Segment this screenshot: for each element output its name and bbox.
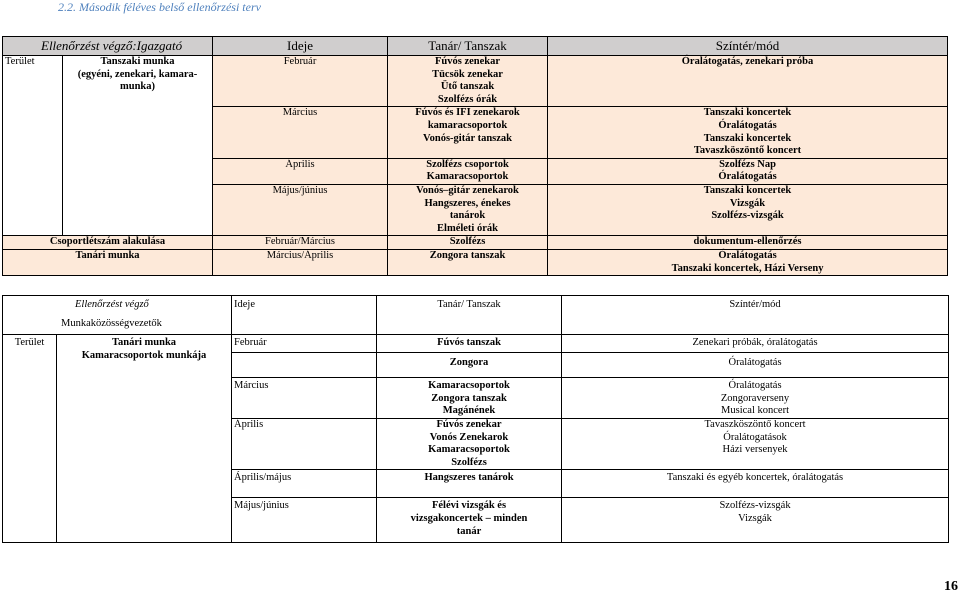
header-inspector: Ellenőrzést végző Munkaközösségvezetők — [3, 296, 232, 335]
subject-cell: Fúvós zenekar Vonós Zenekarok Kamaracsoportok Szolfézs — [377, 419, 562, 470]
subject-cell: Vonós–gitár zenekarok Hangszeres, énekes tanárok Elméleti órák — [388, 184, 548, 235]
time-cell: Április — [213, 158, 388, 184]
page-number: 16 — [944, 579, 958, 594]
time-cell: Március — [213, 107, 388, 158]
subject-cell: Zongora tanszak — [388, 249, 548, 275]
table-row — [3, 236, 948, 250]
place-cell: Tanszaki és egyéb koncertek, óralátogatás — [562, 470, 949, 498]
time-cell: Április — [232, 419, 377, 470]
subject-cell: Kamaracsoportok Zongora tanszak Magánének — [377, 378, 562, 419]
subject-cell: Hangszeres tanárok — [377, 470, 562, 498]
place-cell: Óralátogatás — [562, 353, 949, 378]
area-cell: Tanszaki munka (egyéni, zenekari, kamara- munka) — [63, 56, 213, 236]
subject-cell: Fúvós és IFI zenekarok kamaracsoportok Vonós-gitár tanszak — [388, 107, 548, 158]
time-cell: Február — [213, 56, 388, 107]
header-place: Színtér/mód — [548, 37, 948, 56]
place-cell: Zenekari próbák, óralátogatás — [562, 335, 949, 353]
terulet-label: Terület — [3, 56, 63, 236]
terulet-label: Terület — [3, 335, 57, 543]
subject-cell: Fúvós tanszak — [377, 335, 562, 353]
header-teacher: Tanár/ Tanszak — [388, 37, 548, 56]
place-cell: Tavaszköszöntő koncert Óralátogatások Házi versenyek — [562, 419, 949, 470]
header-time: Ideje — [213, 37, 388, 56]
time-cell: Március — [232, 378, 377, 419]
section-heading: 2.2. Második féléves belső ellenőrzési terv — [58, 0, 261, 14]
place-cell: dokumentum-ellenőrzés — [548, 236, 948, 250]
place-cell: Óralátogatás Zongoraverseny Musical koncert — [562, 378, 949, 419]
subject-cell: Fúvós zenekar Tücsök zenekar Ütő tanszak Szolfézs órák — [388, 56, 548, 107]
place-cell: Tanszaki koncertek Vizsgák Szolfézs-vizsgák — [548, 184, 948, 235]
place-cell: Óralátogatás, zenekari próba — [548, 56, 948, 107]
table1-header-row — [3, 37, 948, 56]
header-place: Színtér/mód — [562, 296, 949, 335]
header-time: Ideje — [232, 296, 377, 335]
area-cell: Tanári munka Kamaracsoportok munkája — [57, 335, 232, 543]
header-inspector: Ellenőrzést végző:Igazgató — [3, 37, 213, 56]
time-cell: Április/május — [232, 470, 377, 498]
subject-cell: Félévi vizsgák és vizsgakoncertek – minden tanár — [377, 498, 562, 543]
place-cell: Tanszaki koncertek Óralátogatás Tanszaki koncertek Tavaszköszöntő koncert — [548, 107, 948, 158]
time-cell: Február/Március — [213, 236, 388, 250]
table-row — [3, 249, 948, 275]
inspection-table-leaders — [2, 295, 949, 543]
subject-cell: Zongora — [377, 353, 562, 378]
table2-header-row — [3, 296, 949, 335]
time-cell: Február — [232, 335, 377, 353]
table-row — [3, 335, 949, 353]
time-cell: Május/június — [232, 498, 377, 543]
table-row — [3, 56, 948, 107]
time-cell — [232, 353, 377, 378]
time-cell: Május/június — [213, 184, 388, 235]
place-cell: Szolfézs Nap Óralátogatás — [548, 158, 948, 184]
subject-cell: Szolfézs — [388, 236, 548, 250]
place-cell: Szolfézs-vizsgák Vizsgák — [562, 498, 949, 543]
csop-label: Csoportlétszám alakulása — [3, 236, 213, 250]
subject-cell: Szolfézs csoportok Kamaracsoportok — [388, 158, 548, 184]
inspection-table-principal — [2, 36, 948, 276]
time-cell: Március/Április — [213, 249, 388, 275]
header-teacher: Tanár/ Tanszak — [377, 296, 562, 335]
place-cell: Óralátogatás Tanszaki koncertek, Házi Verseny — [548, 249, 948, 275]
tanari-label: Tanári munka — [3, 249, 213, 275]
